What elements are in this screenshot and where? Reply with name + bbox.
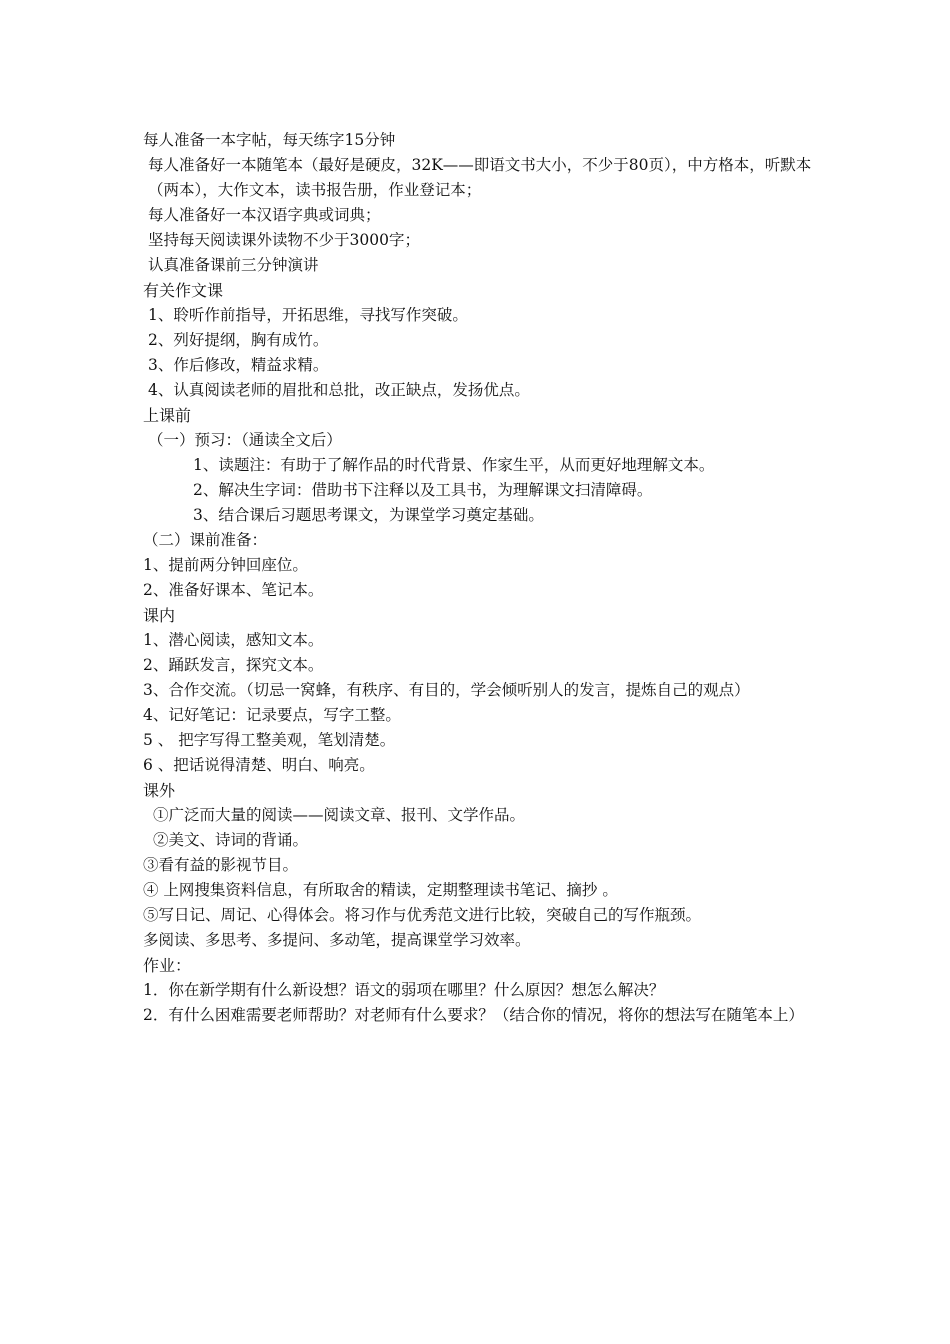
composition-item: 1、聆听作前指导，开拓思维，寻找写作突破。 bbox=[148, 306, 468, 324]
document-body bbox=[143, 128, 823, 1028]
prep-line-2: 每人准备好一本随笔本（最好是硬皮，32K——即语文书大小，不少于80页），中方格本，听默本（两本），大作文本，读书报告册，作业登记本； bbox=[148, 156, 812, 199]
class-prep-heading: （二）课前准备： bbox=[143, 531, 268, 549]
after-class-item: ④ 上网搜集资料信息，有所取舍的精读，定期整理读书笔记、摘抄 。 bbox=[143, 881, 618, 899]
in-class-heading: 课内 bbox=[143, 606, 176, 625]
in-class-item: 5 、 把字写得工整美观，笔划清楚。 bbox=[143, 731, 396, 749]
in-class-item: 6 、把话说得清楚、明白、响亮。 bbox=[143, 756, 375, 774]
preview-item: 3、结合课后习题思考课文，为课堂学习奠定基础。 bbox=[193, 506, 544, 524]
in-class-item: 3、合作交流。（切忌一窝蜂，有秩序、有目的，学会倾听别人的发言，提炼自己的观点） bbox=[143, 681, 750, 699]
after-class-summary: 多阅读、多思考、多提问、多动笔，提高课堂学习效率。 bbox=[143, 931, 531, 949]
preview-item: 1、读题注：有助于了解作品的时代背景、作家生平，从而更好地理解文本。 bbox=[193, 456, 715, 474]
after-class-item: ⑤写日记、周记、心得体会。将习作与优秀范文进行比较，突破自己的写作瓶颈。 bbox=[143, 906, 702, 924]
prep-line-3: 每人准备好一本汉语字典或词典； bbox=[148, 206, 381, 224]
composition-item: 3、作后修改，精益求精。 bbox=[148, 356, 329, 374]
preview-heading: （一）预习：（通读全文后） bbox=[148, 431, 342, 449]
prep-line-4: 坚持每天阅读课外读物不少于3000字； bbox=[148, 231, 420, 249]
in-class-item: 1、潜心阅读，感知文本。 bbox=[143, 631, 324, 649]
class-prep-item: 1、提前两分钟回座位。 bbox=[143, 556, 308, 574]
composition-item: 4、认真阅读老师的眉批和总批，改正缺点，发扬优点。 bbox=[148, 381, 530, 399]
after-class-heading: 课外 bbox=[143, 781, 176, 800]
prep-line-1: 每人准备一本字帖，每天练字15分钟 bbox=[143, 131, 396, 149]
after-class-item: ②美文、诗词的背诵。 bbox=[153, 831, 309, 849]
in-class-item: 4、记好笔记：记录要点，写字工整。 bbox=[143, 706, 401, 724]
homework-item: 2．有什么困难需要老师帮助？对老师有什么要求？（结合你的情况，将你的想法写在随笔本上） bbox=[143, 1006, 804, 1024]
before-class-heading: 上课前 bbox=[143, 406, 192, 425]
preview-item: 2、解决生字词：借助书下注释以及工具书，为理解课文扫清障碍。 bbox=[193, 481, 653, 499]
composition-item: 2、列好提纲，胸有成竹。 bbox=[148, 331, 329, 349]
prep-line-5: 认真准备课前三分钟演讲 bbox=[148, 256, 319, 274]
after-class-item: ③看有益的影视节目。 bbox=[143, 856, 299, 874]
composition-heading: 有关作文课 bbox=[143, 281, 224, 300]
homework-item: 1．你在新学期有什么新设想？语文的弱项在哪里？什么原因？想怎么解决？ bbox=[143, 981, 665, 999]
class-prep-item: 2、准备好课本、笔记本。 bbox=[143, 581, 324, 599]
in-class-item: 2、踊跃发言，探究文本。 bbox=[143, 656, 324, 674]
homework-heading: 作业： bbox=[143, 956, 192, 975]
after-class-item: ①广泛而大量的阅读——阅读文章、报刊、文学作品。 bbox=[153, 806, 526, 824]
